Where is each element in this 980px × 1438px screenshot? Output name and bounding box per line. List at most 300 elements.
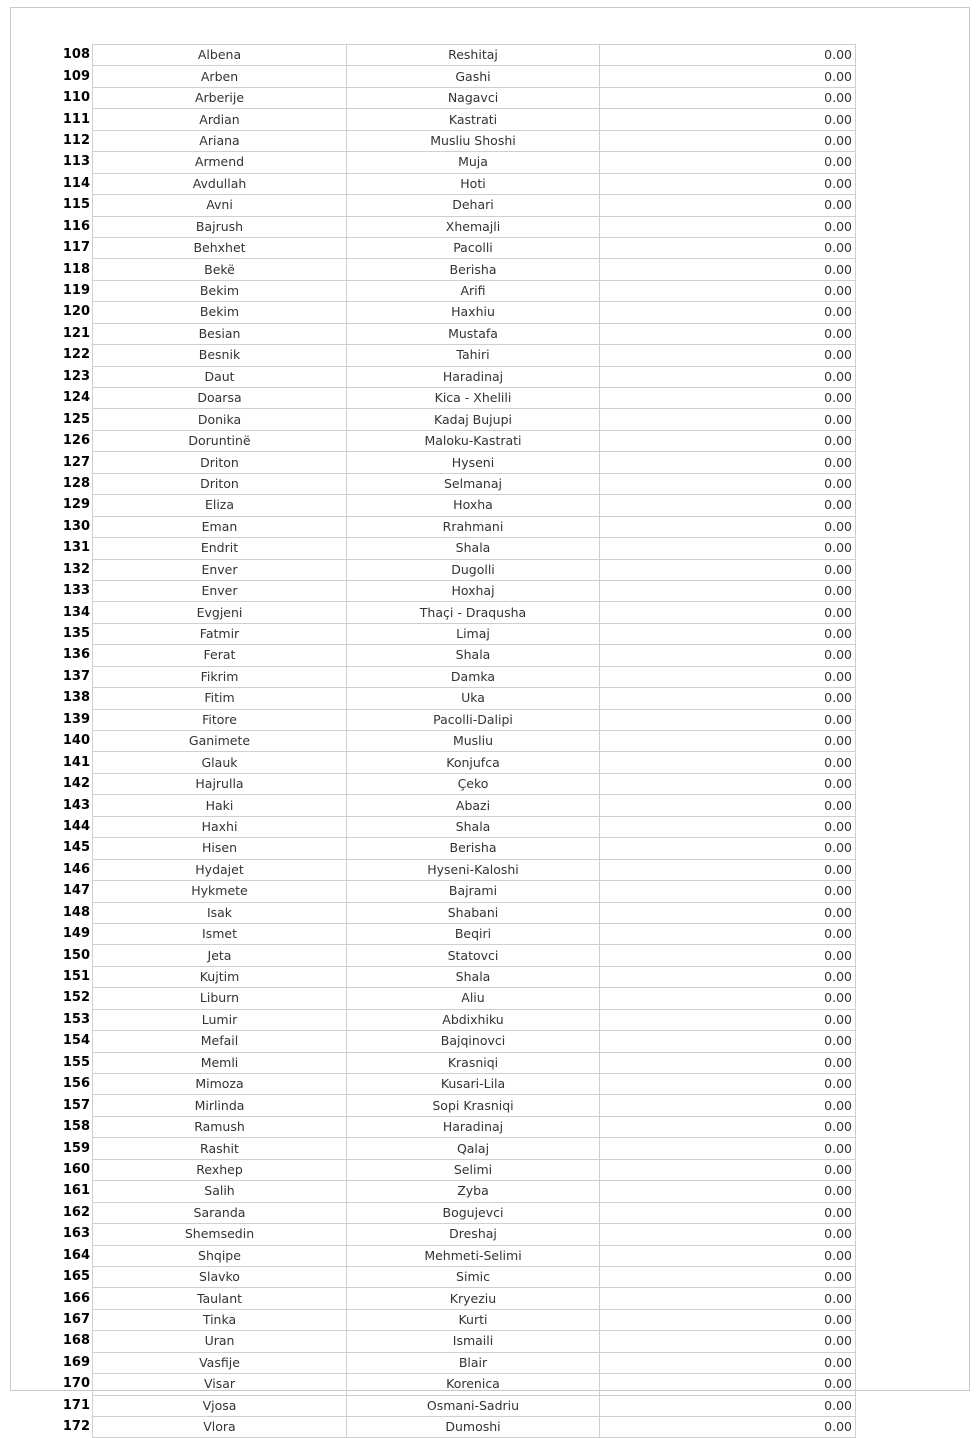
first-name-cell: Evgjeni: [93, 602, 347, 623]
first-name-cell: Jeta: [93, 945, 347, 966]
table-row: [58, 87, 856, 108]
amount-cell: 0.00: [600, 559, 856, 580]
last-name-cell: Shala: [347, 966, 600, 987]
amount-cell: 0.00: [600, 1309, 856, 1330]
amount-cell: 0.00: [600, 430, 856, 451]
first-name-cell: Kujtim: [93, 966, 347, 987]
table-row: [58, 1074, 856, 1095]
last-name-cell: Qalaj: [347, 1138, 600, 1159]
last-name-cell: Osmani-Sadriu: [347, 1395, 600, 1416]
row-number: 153: [62, 1011, 90, 1027]
row-number: 164: [62, 1247, 90, 1263]
table-row: [58, 1245, 856, 1266]
table-row: [58, 1181, 856, 1202]
row-number: 135: [62, 626, 90, 642]
last-name-cell: Pacolli-Dalipi: [347, 709, 600, 730]
amount-cell: 0.00: [600, 580, 856, 601]
table-row: [58, 495, 856, 516]
row-number: 120: [62, 304, 90, 320]
table-row: [58, 623, 856, 644]
table-row: [58, 902, 856, 923]
row-number: 128: [62, 475, 90, 491]
row-number: 167: [62, 1312, 90, 1328]
amount-cell: 0.00: [600, 923, 856, 944]
first-name-cell: Rashit: [93, 1138, 347, 1159]
row-number: 117: [62, 240, 90, 256]
row-number: 160: [62, 1161, 90, 1177]
table-row: [58, 409, 856, 430]
first-name-cell: Daut: [93, 366, 347, 387]
first-name-cell: Haki: [93, 795, 347, 816]
last-name-cell: Muja: [347, 152, 600, 173]
amount-cell: 0.00: [600, 1202, 856, 1223]
row-number: 129: [62, 497, 90, 513]
table-row: [58, 559, 856, 580]
row-number: 163: [62, 1226, 90, 1242]
row-number: 123: [62, 368, 90, 384]
first-name-cell: Shqipe: [93, 1245, 347, 1266]
last-name-cell: Abdixhiku: [347, 1009, 600, 1030]
amount-cell: 0.00: [600, 409, 856, 430]
last-name-cell: Kadaj Bujupi: [347, 409, 600, 430]
amount-cell: 0.00: [600, 602, 856, 623]
table-row: [58, 152, 856, 173]
row-number: 133: [62, 583, 90, 599]
table-row: [58, 881, 856, 902]
amount-cell: 0.00: [600, 1052, 856, 1073]
first-name-cell: Lumir: [93, 1009, 347, 1030]
table-row: [58, 1031, 856, 1052]
first-name-cell: Slavko: [93, 1266, 347, 1287]
first-name-cell: Donika: [93, 409, 347, 430]
row-number: 169: [62, 1354, 90, 1370]
last-name-cell: Musliu Shoshi: [347, 130, 600, 151]
amount-cell: 0.00: [600, 366, 856, 387]
table-row: [58, 345, 856, 366]
row-number: 137: [62, 668, 90, 684]
row-number: 156: [62, 1076, 90, 1092]
first-name-cell: Bajrush: [93, 216, 347, 237]
table-row: [58, 1159, 856, 1180]
table-row: [58, 731, 856, 752]
first-name-cell: Vjosa: [93, 1395, 347, 1416]
last-name-cell: Nagavci: [347, 87, 600, 108]
first-name-cell: Besian: [93, 323, 347, 344]
amount-cell: 0.00: [600, 902, 856, 923]
amount-cell: 0.00: [600, 280, 856, 301]
amount-cell: 0.00: [600, 538, 856, 559]
table-row: [58, 1224, 856, 1245]
last-name-cell: Kastrati: [347, 109, 600, 130]
table-row: [58, 1095, 856, 1116]
table-row: [58, 580, 856, 601]
table-row: [58, 752, 856, 773]
amount-cell: 0.00: [600, 152, 856, 173]
amount-cell: 0.00: [600, 388, 856, 409]
first-name-cell: Hisen: [93, 838, 347, 859]
table-row: [58, 795, 856, 816]
first-name-cell: Bekë: [93, 259, 347, 280]
table-row: [58, 538, 856, 559]
amount-cell: 0.00: [600, 1181, 856, 1202]
row-number: 131: [62, 540, 90, 556]
first-name-cell: Arben: [93, 66, 347, 87]
table-row: [58, 1374, 856, 1395]
row-number: 126: [62, 433, 90, 449]
first-name-cell: Besnik: [93, 345, 347, 366]
amount-cell: 0.00: [600, 966, 856, 987]
last-name-cell: Thaçi - Draqusha: [347, 602, 600, 623]
first-name-cell: Avdullah: [93, 173, 347, 194]
last-name-cell: Shala: [347, 645, 600, 666]
amount-cell: 0.00: [600, 516, 856, 537]
table-row: [58, 109, 856, 130]
amount-cell: 0.00: [600, 1138, 856, 1159]
table-row: [58, 838, 856, 859]
table-row: [58, 366, 856, 387]
row-number: 141: [62, 754, 90, 770]
amount-cell: 0.00: [600, 1245, 856, 1266]
row-number: 134: [62, 604, 90, 620]
amount-cell: 0.00: [600, 773, 856, 794]
last-name-cell: Tahiri: [347, 345, 600, 366]
last-name-cell: Kica - Xhelili: [347, 388, 600, 409]
row-number: 143: [62, 797, 90, 813]
table-row: [58, 1116, 856, 1137]
table-row: [58, 1417, 856, 1438]
table-row: [58, 1331, 856, 1352]
last-name-cell: Maloku-Kastrati: [347, 430, 600, 451]
table-row: [58, 516, 856, 537]
amount-cell: 0.00: [600, 1331, 856, 1352]
amount-cell: 0.00: [600, 1288, 856, 1309]
table-row: [58, 130, 856, 151]
row-number: 154: [62, 1033, 90, 1049]
last-name-cell: Zyba: [347, 1181, 600, 1202]
first-name-cell: Enver: [93, 580, 347, 601]
last-name-cell: Mustafa: [347, 323, 600, 344]
last-name-cell: Kryeziu: [347, 1288, 600, 1309]
amount-cell: 0.00: [600, 45, 856, 66]
amount-cell: 0.00: [600, 1352, 856, 1373]
table-row: [58, 237, 856, 258]
first-name-cell: Avni: [93, 195, 347, 216]
amount-cell: 0.00: [600, 859, 856, 880]
amount-cell: 0.00: [600, 495, 856, 516]
last-name-cell: Selmanaj: [347, 473, 600, 494]
table-row: [58, 1352, 856, 1373]
last-name-cell: Dreshaj: [347, 1224, 600, 1245]
amount-cell: 0.00: [600, 816, 856, 837]
amount-cell: 0.00: [600, 1074, 856, 1095]
amount-cell: 0.00: [600, 688, 856, 709]
last-name-cell: Berisha: [347, 838, 600, 859]
first-name-cell: Mefail: [93, 1031, 347, 1052]
first-name-cell: Driton: [93, 473, 347, 494]
table-row: [58, 988, 856, 1009]
row-number: 125: [62, 411, 90, 427]
row-number: 112: [62, 132, 90, 148]
table-row: [58, 859, 856, 880]
last-name-cell: Hyseni-Kaloshi: [347, 859, 600, 880]
row-number: 108: [62, 47, 90, 63]
first-name-cell: Ariana: [93, 130, 347, 151]
table-row: [58, 280, 856, 301]
last-name-cell: Uka: [347, 688, 600, 709]
amount-cell: 0.00: [600, 87, 856, 108]
row-number: 124: [62, 390, 90, 406]
row-number: 127: [62, 454, 90, 470]
row-number: 157: [62, 1097, 90, 1113]
first-name-cell: Bekim: [93, 280, 347, 301]
first-name-cell: Ramush: [93, 1116, 347, 1137]
row-number: 114: [62, 175, 90, 191]
first-name-cell: Mimoza: [93, 1074, 347, 1095]
table-row: [58, 173, 856, 194]
first-name-cell: Vasfije: [93, 1352, 347, 1373]
row-number: 145: [62, 840, 90, 856]
first-name-cell: Shemsedin: [93, 1224, 347, 1245]
amount-cell: 0.00: [600, 731, 856, 752]
last-name-cell: Gashi: [347, 66, 600, 87]
row-number: 170: [62, 1376, 90, 1392]
amount-cell: 0.00: [600, 623, 856, 644]
first-name-cell: Vlora: [93, 1417, 347, 1438]
first-name-cell: Haxhi: [93, 816, 347, 837]
amount-cell: 0.00: [600, 1116, 856, 1137]
first-name-cell: Fitim: [93, 688, 347, 709]
table-row: [58, 966, 856, 987]
row-number: 139: [62, 711, 90, 727]
first-name-cell: Ferat: [93, 645, 347, 666]
last-name-cell: Hyseni: [347, 452, 600, 473]
first-name-cell: Ardian: [93, 109, 347, 130]
row-number: 121: [62, 325, 90, 341]
table-row: [58, 1052, 856, 1073]
table-row: [58, 645, 856, 666]
last-name-cell: Hoxha: [347, 495, 600, 516]
amount-cell: 0.00: [600, 881, 856, 902]
last-name-cell: Konjufca: [347, 752, 600, 773]
table-body: [58, 45, 856, 1438]
last-name-cell: Çeko: [347, 773, 600, 794]
last-name-cell: Kurti: [347, 1309, 600, 1330]
table-container: [58, 44, 856, 1438]
last-name-cell: Bajqinovci: [347, 1031, 600, 1052]
last-name-cell: Xhemajli: [347, 216, 600, 237]
amount-cell: 0.00: [600, 1159, 856, 1180]
document-page: [10, 7, 970, 1435]
amount-cell: 0.00: [600, 1009, 856, 1030]
last-name-cell: Limaj: [347, 623, 600, 644]
row-number: 118: [62, 261, 90, 277]
row-number: 148: [62, 904, 90, 920]
amount-cell: 0.00: [600, 838, 856, 859]
last-name-cell: Hoti: [347, 173, 600, 194]
first-name-cell: Rexhep: [93, 1159, 347, 1180]
amount-cell: 0.00: [600, 173, 856, 194]
table-row: [58, 945, 856, 966]
last-name-cell: Shala: [347, 816, 600, 837]
row-number: 171: [62, 1397, 90, 1413]
amount-cell: 0.00: [600, 1031, 856, 1052]
last-name-cell: Dumoshi: [347, 1417, 600, 1438]
last-name-cell: Abazi: [347, 795, 600, 816]
first-name-cell: Visar: [93, 1374, 347, 1395]
amount-cell: 0.00: [600, 666, 856, 687]
last-name-cell: Bogujevci: [347, 1202, 600, 1223]
row-number: 116: [62, 218, 90, 234]
first-name-cell: Isak: [93, 902, 347, 923]
table-row: [58, 923, 856, 944]
amount-cell: 0.00: [600, 1417, 856, 1438]
table-row: [58, 773, 856, 794]
row-number: 147: [62, 883, 90, 899]
last-name-cell: Reshitaj: [347, 45, 600, 66]
first-name-cell: Endrit: [93, 538, 347, 559]
row-number: 168: [62, 1333, 90, 1349]
first-name-cell: Bekim: [93, 302, 347, 323]
first-name-cell: Uran: [93, 1331, 347, 1352]
table-row: [58, 45, 856, 66]
row-number: 111: [62, 111, 90, 127]
row-number: 113: [62, 154, 90, 170]
last-name-cell: Rrahmani: [347, 516, 600, 537]
last-name-cell: Haradinaj: [347, 366, 600, 387]
last-name-cell: Bajrami: [347, 881, 600, 902]
first-name-cell: Albena: [93, 45, 347, 66]
last-name-cell: Korenica: [347, 1374, 600, 1395]
last-name-cell: Berisha: [347, 259, 600, 280]
amount-cell: 0.00: [600, 1095, 856, 1116]
first-name-cell: Doarsa: [93, 388, 347, 409]
table-row: [58, 302, 856, 323]
last-name-cell: Mehmeti-Selimi: [347, 1245, 600, 1266]
row-number: 162: [62, 1204, 90, 1220]
amount-cell: 0.00: [600, 452, 856, 473]
first-name-cell: Fikrim: [93, 666, 347, 687]
last-name-cell: Krasniqi: [347, 1052, 600, 1073]
first-name-cell: Saranda: [93, 1202, 347, 1223]
amount-cell: 0.00: [600, 795, 856, 816]
row-number: 115: [62, 197, 90, 213]
first-name-cell: Salih: [93, 1181, 347, 1202]
amount-cell: 0.00: [600, 1266, 856, 1287]
table-row: [58, 1266, 856, 1287]
amount-cell: 0.00: [600, 945, 856, 966]
table-row: [58, 323, 856, 344]
row-number: 140: [62, 733, 90, 749]
last-name-cell: Arifi: [347, 280, 600, 301]
first-name-cell: Driton: [93, 452, 347, 473]
last-name-cell: Damka: [347, 666, 600, 687]
row-number: 155: [62, 1054, 90, 1070]
row-number: 166: [62, 1290, 90, 1306]
last-name-cell: Beqiri: [347, 923, 600, 944]
first-name-cell: Tinka: [93, 1309, 347, 1330]
table-row: [58, 1138, 856, 1159]
first-name-cell: Doruntinë: [93, 430, 347, 451]
row-number: 149: [62, 926, 90, 942]
last-name-cell: Blair: [347, 1352, 600, 1373]
table-row: [58, 666, 856, 687]
last-name-cell: Shabani: [347, 902, 600, 923]
amount-cell: 0.00: [600, 216, 856, 237]
last-name-cell: Haradinaj: [347, 1116, 600, 1137]
table-row: [58, 602, 856, 623]
row-number: 151: [62, 969, 90, 985]
first-name-cell: Mirlinda: [93, 1095, 347, 1116]
amount-cell: 0.00: [600, 1224, 856, 1245]
last-name-cell: Dehari: [347, 195, 600, 216]
row-number: 161: [62, 1183, 90, 1199]
first-name-cell: Fitore: [93, 709, 347, 730]
first-name-cell: Taulant: [93, 1288, 347, 1309]
first-name-cell: Memli: [93, 1052, 347, 1073]
table-row: [58, 1309, 856, 1330]
amount-cell: 0.00: [600, 1374, 856, 1395]
amount-cell: 0.00: [600, 130, 856, 151]
first-name-cell: Ismet: [93, 923, 347, 944]
table-row: [58, 688, 856, 709]
last-name-cell: Pacolli: [347, 237, 600, 258]
amount-cell: 0.00: [600, 1395, 856, 1416]
first-name-cell: Behxhet: [93, 237, 347, 258]
table-row: [58, 430, 856, 451]
first-name-cell: Hydajet: [93, 859, 347, 880]
amount-cell: 0.00: [600, 473, 856, 494]
row-number: 146: [62, 861, 90, 877]
amount-cell: 0.00: [600, 109, 856, 130]
first-name-cell: Enver: [93, 559, 347, 580]
row-number: 152: [62, 990, 90, 1006]
amount-cell: 0.00: [600, 709, 856, 730]
amount-cell: 0.00: [600, 237, 856, 258]
last-name-cell: Haxhiu: [347, 302, 600, 323]
table-row: [58, 66, 856, 87]
table-row: [58, 259, 856, 280]
amount-cell: 0.00: [600, 66, 856, 87]
last-name-cell: Hoxhaj: [347, 580, 600, 601]
amount-cell: 0.00: [600, 988, 856, 1009]
row-number: 150: [62, 947, 90, 963]
last-name-cell: Kusari-Lila: [347, 1074, 600, 1095]
data-table: [58, 44, 856, 1438]
amount-cell: 0.00: [600, 323, 856, 344]
table-row: [58, 195, 856, 216]
first-name-cell: Armend: [93, 152, 347, 173]
table-row: [58, 1395, 856, 1416]
last-name-cell: Musliu: [347, 731, 600, 752]
row-number: 132: [62, 561, 90, 577]
row-number: 138: [62, 690, 90, 706]
last-name-cell: Selimi: [347, 1159, 600, 1180]
table-row: [58, 1288, 856, 1309]
row-number: 172: [62, 1419, 90, 1435]
table-row: [58, 388, 856, 409]
table-row: [58, 709, 856, 730]
row-number: 136: [62, 647, 90, 663]
last-name-cell: Dugolli: [347, 559, 600, 580]
row-number: 144: [62, 818, 90, 834]
table-row: [58, 816, 856, 837]
table-row: [58, 452, 856, 473]
first-name-cell: Eman: [93, 516, 347, 537]
first-name-cell: Eliza: [93, 495, 347, 516]
last-name-cell: Shala: [347, 538, 600, 559]
first-name-cell: Arberije: [93, 87, 347, 108]
row-number: 109: [62, 68, 90, 84]
